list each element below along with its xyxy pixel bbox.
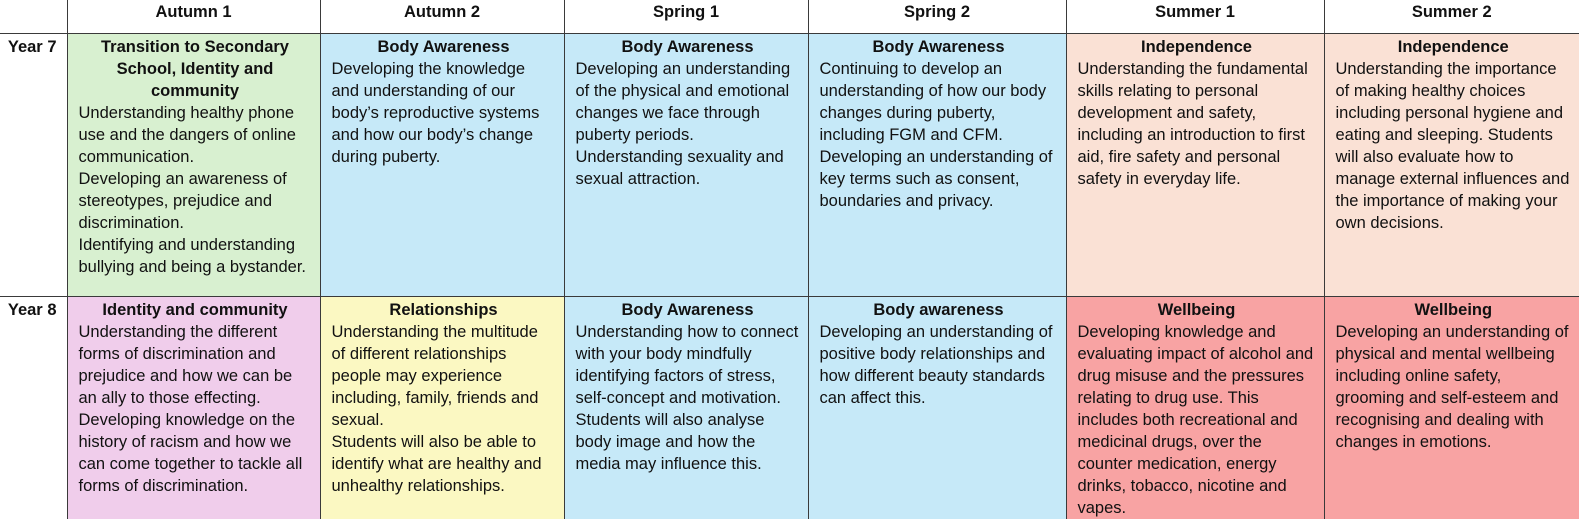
column-header-spring-2: Spring 2	[808, 0, 1066, 34]
topic-cell	[808, 297, 1066, 519]
topic-title: Wellbeing	[1336, 299, 1572, 321]
year-8-row	[0, 297, 1579, 519]
column-header-spring-1: Spring 1	[564, 0, 808, 34]
topic-cell	[1324, 297, 1579, 519]
topic-description: Developing the knowledge and understanding of our body’s reproductive systems and how our body’s change during puberty.	[332, 58, 556, 168]
topic-description: Developing knowledge and evaluating impact of alcohol and drug misuse and the pressures relating to drug use. This includes both recreational and medicinal drugs, over the counter medication, energy drinks, tobacco, nicotine and vapes.	[1078, 321, 1316, 519]
topic-cell	[67, 34, 320, 297]
topic-title: Body Awareness	[576, 299, 800, 321]
topic-cell	[1066, 34, 1324, 297]
column-header-summer-2: Summer 2	[1324, 0, 1579, 34]
topic-cell	[67, 297, 320, 519]
topic-description: Developing an understanding of positive body relationships and how different beauty standards can affect this.	[820, 321, 1058, 409]
topic-title: Body Awareness	[576, 36, 800, 58]
row-label-year-7: Year 7	[0, 34, 67, 297]
topic-title: Body awareness	[820, 299, 1058, 321]
header-row	[0, 0, 1579, 34]
topic-description: Understanding healthy phone use and the dangers of online communication. Developing an awareness of stereotypes, prejudice and discrimination. Identifying and understanding bullying and being a bystander.	[79, 102, 312, 278]
column-header-autumn-2: Autumn 2	[320, 0, 564, 34]
topic-cell	[320, 297, 564, 519]
topic-description: Understanding the multitude of different relationships people may experience including, family, friends and sexual. Students will also be able to identify what are healthy and unhealthy relationships.	[332, 321, 556, 497]
topic-title: Identity and community	[79, 299, 312, 321]
topic-description: Understanding the importance of making healthy choices including personal hygiene and eating and sleeping. Students will also evaluate how to manage external influences and the importance of making your own decisions.	[1336, 58, 1572, 234]
topic-title: Transition to Secondary School, Identity and community	[79, 36, 312, 102]
topic-cell	[1324, 34, 1579, 297]
topic-title: Independence	[1078, 36, 1316, 58]
topic-title: Independence	[1336, 36, 1572, 58]
topic-description: Developing an understanding of the physical and emotional changes we face through puberty periods. Understanding sexuality and sexual attraction.	[576, 58, 800, 190]
topic-title: Relationships	[332, 299, 556, 321]
corner-cell	[0, 0, 67, 34]
year-7-row	[0, 34, 1579, 297]
topic-description: Understanding how to connect with your body mindfully identifying factors of stress, self-concept and motivation. Students will also analyse body image and how the media may influence this.	[576, 321, 800, 475]
topic-cell	[564, 297, 808, 519]
topic-description: Continuing to develop an understanding of how our body changes during puberty, including FGM and CFM. Developing an understanding of key terms such as consent, boundaries and privacy.	[820, 58, 1058, 212]
topic-cell	[320, 34, 564, 297]
topic-cell	[1066, 297, 1324, 519]
topic-cell	[564, 34, 808, 297]
topic-description: Understanding the fundamental skills relating to personal development and safety, including an introduction to first aid, fire safety and personal safety in everyday life.	[1078, 58, 1316, 190]
topic-title: Body Awareness	[332, 36, 556, 58]
topic-description: Understanding the different forms of discrimination and prejudice and how we can be an ally to those effecting. Developing knowledge on the history of racism and how we can come together to tackle all forms of discrimination.	[79, 321, 312, 497]
column-header-autumn-1: Autumn 1	[67, 0, 320, 34]
topic-cell	[808, 34, 1066, 297]
topic-title: Body Awareness	[820, 36, 1058, 58]
column-header-summer-1: Summer 1	[1066, 0, 1324, 34]
topic-title: Wellbeing	[1078, 299, 1316, 321]
row-label-year-8: Year 8	[0, 297, 67, 519]
topic-description: Developing an understanding of physical and mental wellbeing including online safety, grooming and self-esteem and recognising and dealing with changes in emotions.	[1336, 321, 1572, 453]
